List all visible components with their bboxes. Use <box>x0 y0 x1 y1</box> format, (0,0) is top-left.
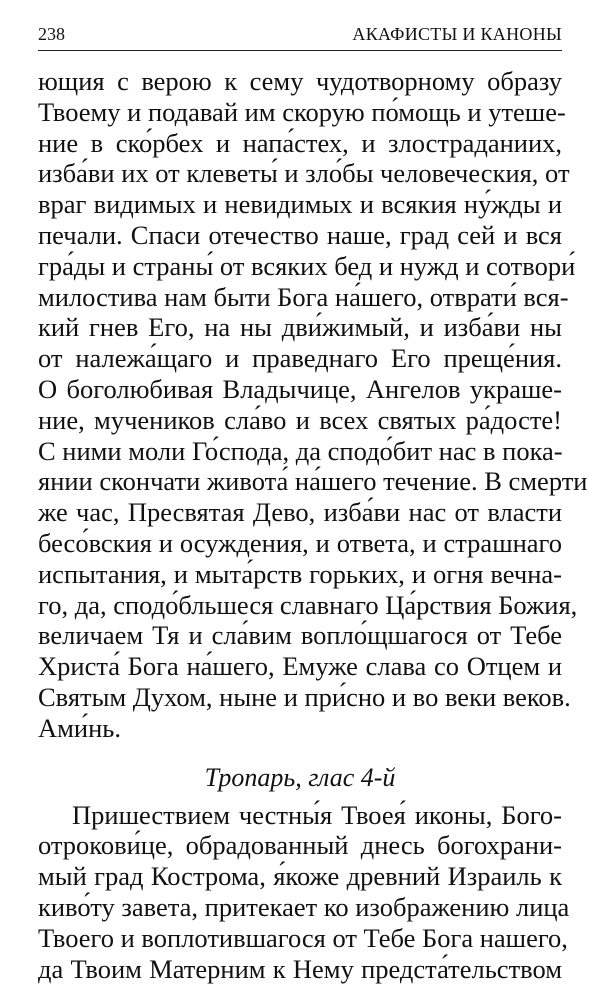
text-line: ние, мучеников сла́во и всех святых ра́досте! <box>38 404 562 435</box>
text-line: бесо́вския и осуждения, и ответа, и страшнаго <box>38 527 562 558</box>
running-header <box>38 22 562 51</box>
text-line: враг видимых и невидимых и всякия ну́жды и <box>38 189 562 220</box>
page-number: 238 <box>38 24 65 44</box>
text-line: С ними моли Го́спода, да сподо́бит нас в пока- <box>38 435 563 466</box>
text-line: Ами́нь. <box>38 712 121 743</box>
text-line: величаем Тя и сла́вим вопло́щшагося от Тебе <box>38 620 562 651</box>
paragraph-prayer-ending <box>38 66 588 744</box>
text-line: ние в ско́рбех и напа́стех, и злостраданиих, <box>38 127 562 158</box>
text-line: киво́ту завета, притекает ко изображению лица <box>38 891 570 922</box>
text-line: Твоего и воплотившагося от Тебе Бога нашего, <box>38 922 568 953</box>
text-line: Твоему и подавай им скорую по́мощь и утеше- <box>38 96 566 127</box>
text-line: же час, Пресвятая Дево, изба́ви нас от власти <box>38 497 562 528</box>
text-line: кий гнев Его, на ны дви́жимый, и изба́ви ны <box>38 312 562 343</box>
text-line: милостива нам быти Бога на́шего, отврати́ вся- <box>38 281 569 312</box>
text-line: печали. Спаси отечество наше, град сей и вся <box>38 219 562 250</box>
text-line: Пришествием честны́я Твоея́ иконы, Бого- <box>72 799 562 830</box>
text-line: го, да, сподо́бльшеся славнаго Ца́рствия Божия, <box>38 589 578 620</box>
text-line: да Твоим Матерним к Нему предста́тельством <box>38 953 562 984</box>
paragraph-troparion <box>38 799 570 984</box>
text-line: Христа́ Бога на́шего, Емуже слава со Отцем и <box>38 651 562 682</box>
text-line: от належа́щаго и праведнаго Его преще́ния. <box>38 343 562 374</box>
text-line: О боголюбивая Владычице, Ангелов украше- <box>38 373 562 404</box>
text-line: янии скончати живота́ на́шего течение. В смерти <box>38 466 588 497</box>
text-line: мый град Кострома, я́коже древний Израиль к <box>38 861 562 892</box>
running-title: АКАФИСТЫ И КАНОНЫ <box>352 24 562 44</box>
text-line: отрокови́це, обрадованный днесь богохрани- <box>38 830 562 861</box>
text-line: изба́ви их от клеветы́ и зло́бы человеческия, от <box>38 158 570 189</box>
text-line: Святым Духом, ныне и при́сно и во веки веков. <box>38 681 571 712</box>
text-line: гра́ды и страны́ от всяких бед и нужд и сотвори́ <box>38 250 576 281</box>
text-line: испытания, и мыта́рств горьких, и огня вечна- <box>38 558 562 589</box>
text-line: ющия с верою к сему чудотворному образу <box>38 66 562 96</box>
page-body <box>38 66 588 984</box>
section-heading: Тропарь, глас 4-й <box>204 762 396 792</box>
